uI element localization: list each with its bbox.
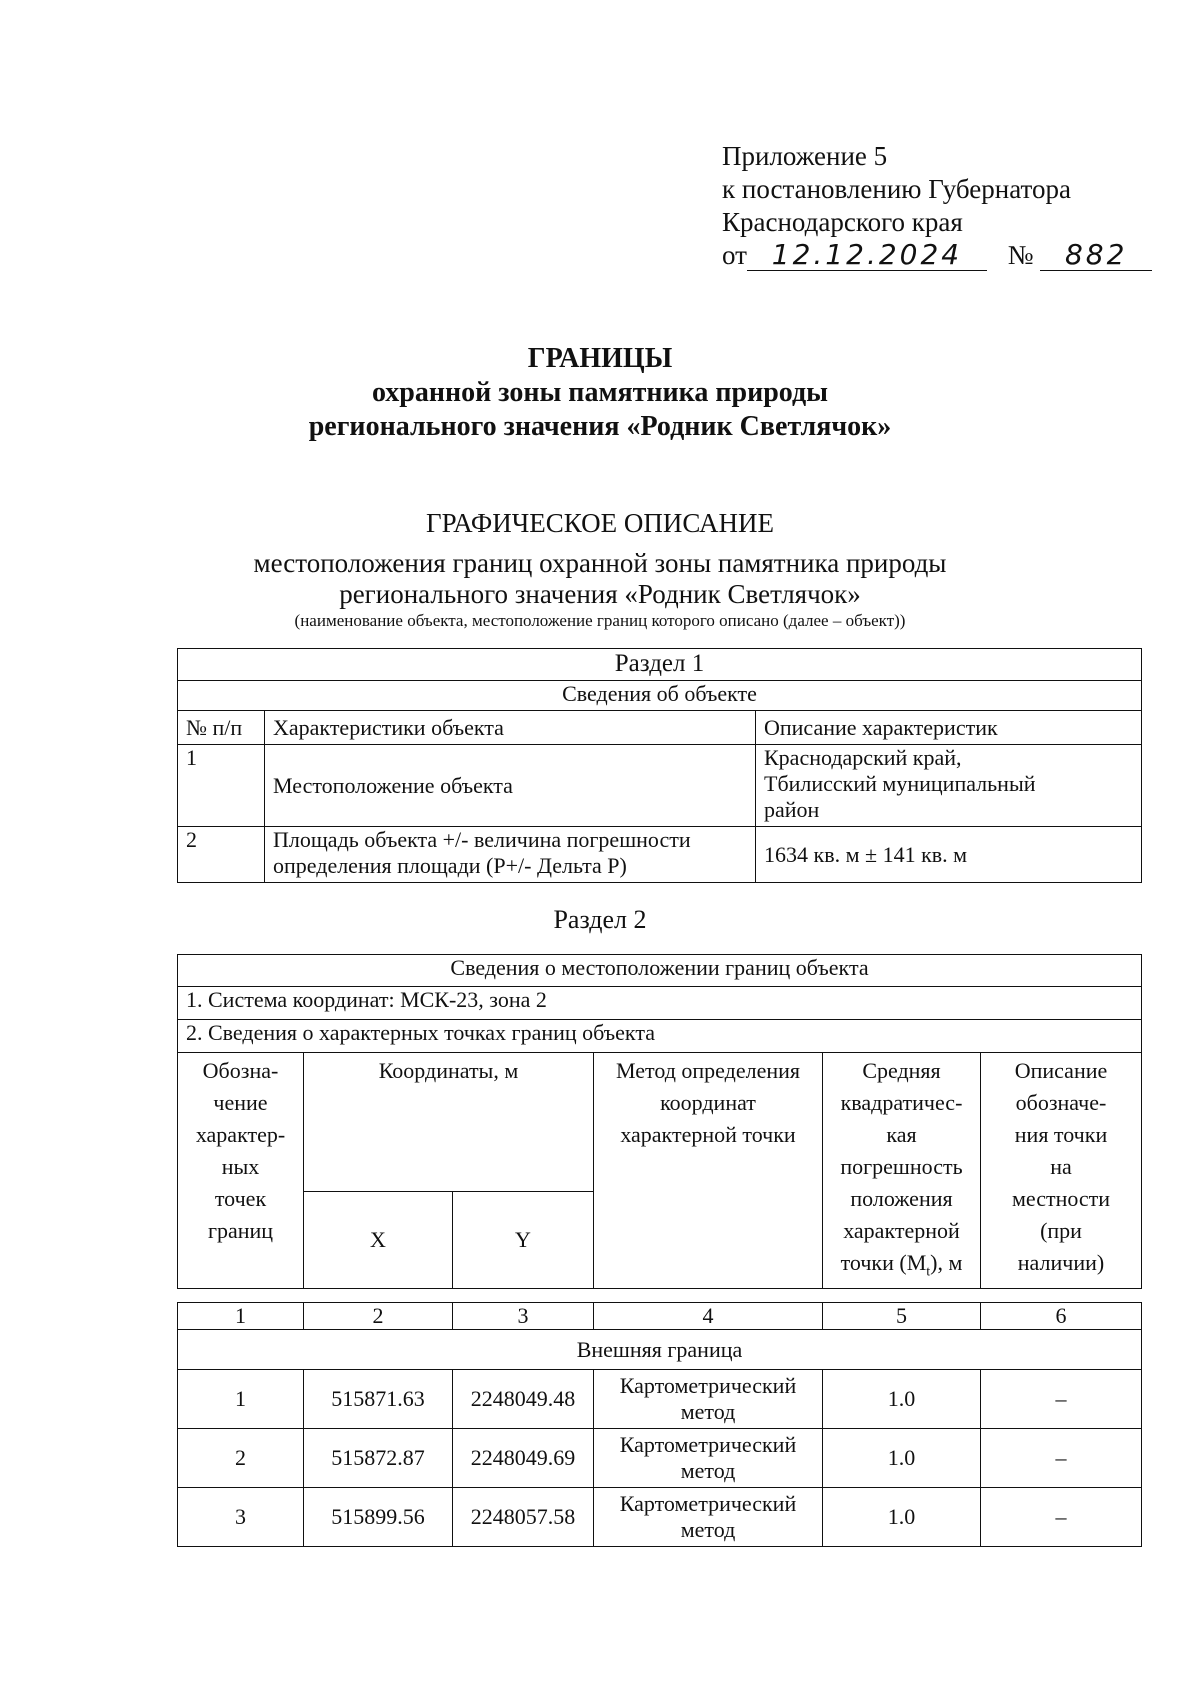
row-characteristic xyxy=(265,827,756,883)
row-characteristic: Местоположение объекта xyxy=(265,745,756,827)
hdr-line: точек xyxy=(214,1186,267,1211)
section2-title: Раздел 2 xyxy=(553,905,647,934)
attachment-line-2: к постановлению Губернатора xyxy=(722,174,1071,204)
table-row xyxy=(178,1488,1142,1547)
point-id: 3 xyxy=(178,1488,304,1547)
col-error xyxy=(823,1053,981,1289)
graphic-caption: (наименование объекта, местоположение границ которого описано (далее – объект)) xyxy=(294,611,906,630)
hdr-line: Обозна- xyxy=(202,1058,279,1083)
desc-line: Краснодарский край, xyxy=(764,745,962,770)
row-num: 1 xyxy=(178,745,265,827)
col-number: 5 xyxy=(823,1303,981,1330)
hdr-line: чение xyxy=(213,1090,268,1115)
hdr-text: точки (M xyxy=(840,1250,927,1275)
section1-title: Раздел 1 xyxy=(178,649,1142,681)
point-x: 515872.87 xyxy=(304,1429,453,1488)
section2-subtitle: Сведения о местоположении границ объекта xyxy=(178,955,1142,987)
point-y: 2248049.69 xyxy=(453,1429,594,1488)
handwritten-number: 882 xyxy=(1040,240,1152,271)
table-row xyxy=(178,1429,1142,1488)
title-line-3: регионального значения «Родник Светлячок» xyxy=(308,411,892,442)
section1-subtitle: Сведения об объекте xyxy=(178,681,1142,711)
title-line-2: охранной зоны памятника природы xyxy=(371,377,829,408)
points-table xyxy=(177,1302,1142,1547)
hdr-line: характерной xyxy=(843,1218,960,1243)
hdr-line: Средняя xyxy=(862,1058,941,1083)
hdr-line: наличии) xyxy=(1017,1250,1105,1275)
hdr-line: положения xyxy=(850,1186,953,1211)
point-error: 1.0 xyxy=(823,1488,981,1547)
point-error: 1.0 xyxy=(823,1370,981,1429)
desc-line: район xyxy=(764,797,820,822)
col-number: 2 xyxy=(304,1303,453,1330)
hdr-line: ных xyxy=(221,1154,260,1179)
point-desc: – xyxy=(981,1370,1142,1429)
col-number: 1 xyxy=(178,1303,304,1330)
point-error: 1.0 xyxy=(823,1429,981,1488)
hdr-text: ), м xyxy=(930,1250,963,1275)
method-line: Картометрический xyxy=(619,1491,797,1516)
method-line: метод xyxy=(680,1458,736,1483)
hdr-line: на xyxy=(1050,1154,1072,1179)
method-line: метод xyxy=(680,1399,736,1424)
point-method xyxy=(594,1488,823,1547)
hdr-line: характерной точки xyxy=(620,1122,796,1147)
point-method xyxy=(594,1370,823,1429)
graphic-title: ГРАФИЧЕСКОЕ ОПИСАНИЕ xyxy=(425,508,775,538)
point-id: 2 xyxy=(178,1429,304,1488)
hdr-line xyxy=(827,1247,976,1288)
hdr-line: (при xyxy=(1040,1218,1082,1243)
char-line: Площадь объекта +/- величина погрешности xyxy=(273,827,691,852)
points-title: 2. Сведения о характерных точках границ объекта xyxy=(178,1020,1142,1053)
section1-table xyxy=(177,648,1142,883)
point-y: 2248057.58 xyxy=(453,1488,594,1547)
hdr-line: Описание xyxy=(1014,1058,1108,1083)
hdr-sub: t xyxy=(926,1264,931,1280)
col-coords: Координаты, м xyxy=(304,1053,594,1192)
point-desc: – xyxy=(981,1429,1142,1488)
col-header-characteristics: Характеристики объекта xyxy=(265,711,756,745)
handwritten-date: 12.12.2024 xyxy=(747,240,987,271)
point-id: 1 xyxy=(178,1370,304,1429)
col-number: 3 xyxy=(453,1303,594,1330)
point-desc: – xyxy=(981,1488,1142,1547)
point-y: 2248049.48 xyxy=(453,1370,594,1429)
hdr-line: Метод определения xyxy=(615,1058,801,1083)
col-method xyxy=(594,1053,823,1289)
col-designation xyxy=(178,1053,304,1289)
point-method xyxy=(594,1429,823,1488)
attachment-line-1: Приложение 5 xyxy=(722,141,888,171)
col-number: 4 xyxy=(594,1303,823,1330)
title-line-1: ГРАНИЦЫ xyxy=(527,343,673,374)
char-line: определения площади (Р+/- Дельта Р) xyxy=(273,853,627,878)
graphic-line-3: регионального значения «Родник Светлячок» xyxy=(339,579,861,609)
table-row xyxy=(178,1370,1142,1429)
point-x: 515871.63 xyxy=(304,1370,453,1429)
section2-table xyxy=(177,954,1142,1289)
col-header-description: Описание характеристик xyxy=(756,711,1142,745)
graphic-line-2: местоположения границ охранной зоны памятника природы xyxy=(253,548,947,578)
method-line: Картометрический xyxy=(619,1432,797,1457)
hdr-line: координат xyxy=(660,1090,756,1115)
method-line: Картометрический xyxy=(619,1373,797,1398)
row-num: 2 xyxy=(178,827,265,883)
column-numbers-row xyxy=(178,1303,1142,1330)
desc-line: Тбилисский муниципальный xyxy=(764,771,1036,796)
hdr-line: границ xyxy=(207,1218,274,1243)
col-number: 6 xyxy=(981,1303,1142,1330)
attachment-date-line xyxy=(722,239,1152,272)
point-x: 515899.56 xyxy=(304,1488,453,1547)
hdr-line: квадратичес- xyxy=(840,1090,963,1115)
col-y: Y xyxy=(453,1191,594,1288)
number-prefix: № xyxy=(1007,240,1034,270)
col-x: X xyxy=(304,1191,453,1288)
attachment-line-3: Краснодарского края xyxy=(722,207,963,237)
hdr-line: характер- xyxy=(195,1122,286,1147)
hdr-line: кая xyxy=(886,1122,917,1147)
attachment-header xyxy=(722,140,1152,272)
coord-system: 1. Система координат: МСК-23, зона 2 xyxy=(178,987,1142,1020)
table-row xyxy=(178,827,1142,883)
boundary-label: Внешняя граница xyxy=(178,1330,1142,1370)
date-prefix: от xyxy=(722,240,747,270)
col-desc xyxy=(981,1053,1142,1289)
table-row xyxy=(178,745,1142,827)
document-title xyxy=(0,342,1200,444)
hdr-line: обозначе- xyxy=(1015,1090,1107,1115)
row-description xyxy=(756,745,1142,827)
method-line: метод xyxy=(680,1517,736,1542)
hdr-line: ния точки xyxy=(1014,1122,1108,1147)
col-header-num: № п/п xyxy=(178,711,265,745)
hdr-line: местности xyxy=(1011,1186,1111,1211)
hdr-line: погрешность xyxy=(840,1154,963,1179)
row-description: 1634 кв. м ± 141 кв. м xyxy=(756,827,1142,883)
